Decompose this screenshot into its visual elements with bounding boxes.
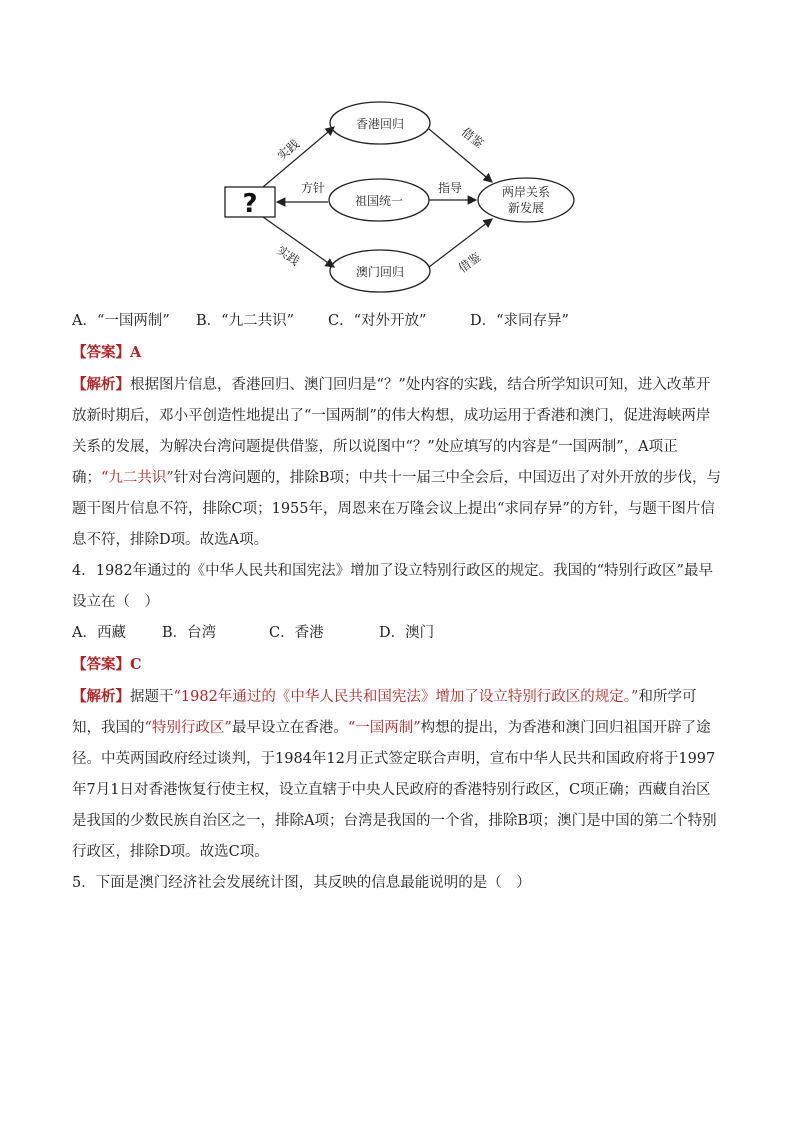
document-body	[72, 306, 722, 899]
concept-diagram	[215, 95, 585, 305]
arrow-practice-top	[263, 127, 334, 187]
q4-answer-tag: 【答案】	[72, 656, 130, 673]
q4-options	[72, 618, 722, 649]
q4-analysis-highlight-2: “特别行政区”	[144, 720, 232, 736]
q3-answer-value: A	[130, 344, 142, 361]
q4-analysis	[72, 681, 722, 868]
q3-option-b: B．“九二共识”	[196, 313, 294, 329]
q3-analysis-highlight: “九二共识”	[101, 470, 174, 486]
q4-analysis-highlight-3: “一国两制”	[347, 720, 421, 736]
q3-analysis-text-b: 针对台湾问题的，排除B项；中共十一届三中全会后，中国迈出了对外开放的步伐，与题干图片信息不符，排除C项；1955年，周恩来在万隆会议上提出“求同存异”的方针，与题干图片信息不符，排除D项。故选A项。	[72, 470, 721, 548]
node-hongkong-label: 香港回归	[355, 117, 405, 131]
node-right-line2: 新发展	[507, 201, 545, 215]
node-center-label: 祖国统一	[354, 194, 404, 208]
q4-option-b: B．台湾	[162, 625, 217, 641]
q4-answer	[72, 649, 722, 681]
q3-answer	[72, 337, 722, 369]
q3-analysis-text-a: 根据图片信息，香港回归、澳门回归是“？”处内容的实践，结合所学知识可知，进入改革开放新时期后，邓小平创造性地提出了“一国两制”的伟大构想，成功运用于香港和澳门，促进海峡两岸关系的发展，为解决台湾问题提供借鉴，所以说图中“？”处应填写的内容是“一国两制”，A项正确；	[72, 377, 711, 486]
q3-analysis	[72, 369, 722, 556]
q5-stem: 5．下面是澳门经济社会发展统计图，其反映的信息最能说明的是（ ）	[72, 875, 531, 891]
label-practice-bottom: 实践	[274, 243, 303, 269]
q4-option-a: A．西藏	[72, 625, 126, 641]
q4-analysis-highlight-1: “1982年通过的《中华人民共和国宪法》增加了设立特别行政区的规定。”	[173, 689, 639, 705]
label-policy: 方针	[300, 181, 326, 195]
q3-answer-tag: 【答案】	[72, 344, 130, 361]
q4-answer-value: C	[130, 656, 142, 673]
node-right-line1: 两岸关系	[501, 185, 551, 199]
q3-options	[72, 306, 722, 337]
q4-option-d: D．澳门	[379, 625, 435, 641]
label-reference-top: 借鉴	[458, 124, 487, 151]
q3-option-a: A．“一国两制”	[72, 313, 170, 329]
label-practice-top: 实践	[274, 136, 303, 164]
q3-analysis-tag: 【解析】	[72, 376, 130, 393]
label-reference-bottom: 借鉴	[455, 250, 484, 276]
node-macau-label: 澳门回归	[355, 265, 405, 279]
q3-option-d: D．“求同存异”	[470, 313, 569, 329]
q4-analysis-text-b: 和所学可知，我国的	[72, 689, 697, 736]
q4-option-c: C．香港	[269, 625, 324, 641]
q4-analysis-text-a: 据题干	[130, 689, 174, 705]
q4-stem: 4．1982年通过的《中华人民共和国宪法》增加了设立特别行政区的规定。我国的“特别行政区”最早设立在（ ）	[72, 563, 713, 610]
q3-option-c: C．“对外开放”	[328, 313, 427, 329]
question-mark: ?	[242, 189, 258, 219]
q4-analysis-tag: 【解析】	[72, 688, 130, 705]
q4-analysis-text-d: 构想的提出，为香港和澳门回归祖国开辟了途径。中英两国政府经过谈判，于1984年12月正式签定联合声明，宣布中华人民共和国政府将于1997年7月1日对香港恢复行使主权，设立直辖于中央人民政府的香港特别行政区，C项正确；西藏自治区是我国的少数民族自治区之一，排除A项；台湾是我国的一个省，排除B项；澳门是中国的第二个特别行政区，排除D项。故选C项。	[72, 720, 717, 860]
q4-analysis-text-c: 最早设立在香港。	[231, 720, 348, 736]
label-guide: 指导	[437, 181, 463, 195]
